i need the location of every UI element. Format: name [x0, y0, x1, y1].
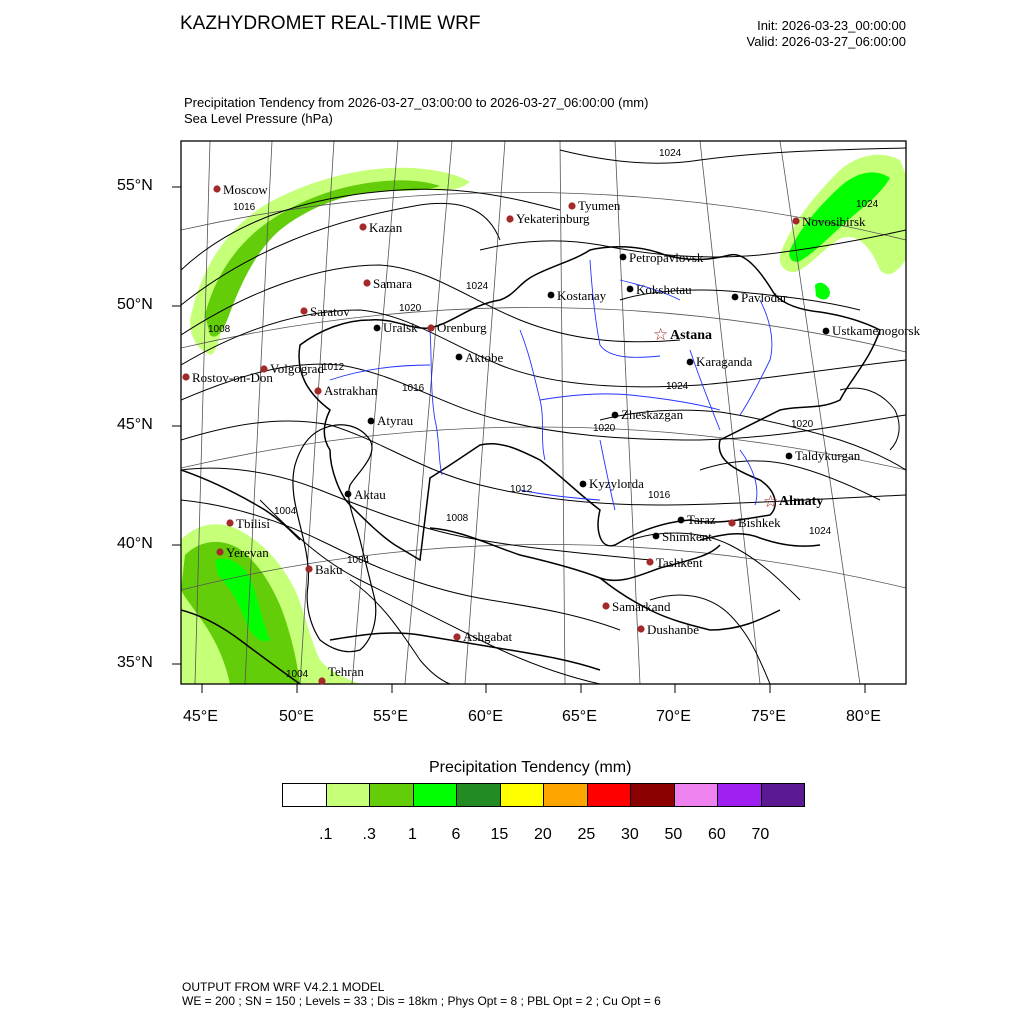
contour-label: 1016	[233, 202, 256, 213]
city-label: Kokshetau	[636, 282, 692, 297]
city-label: Samara	[373, 276, 412, 291]
city-label: Novosibirsk	[802, 214, 866, 229]
city-marker-foreign	[602, 602, 609, 609]
lon-label: 50°E	[279, 708, 314, 725]
city-label: Shimkent	[662, 529, 712, 544]
model-info	[182, 980, 661, 1008]
precip-area-small	[815, 283, 830, 300]
city-marker-foreign	[728, 519, 735, 526]
city-label: Dushanbe	[647, 622, 699, 637]
legend-color-box	[500, 783, 545, 807]
lon-label: 80°E	[846, 708, 881, 725]
city-marker-kz	[374, 325, 381, 332]
city-label: Tyumen	[578, 198, 621, 213]
city-marker-foreign	[300, 307, 307, 314]
legend-title: Precipitation Tendency (mm)	[429, 759, 632, 776]
city-marker-kz	[620, 254, 627, 261]
capital-marker: ☆	[763, 492, 779, 511]
city-label: Uralsk	[383, 320, 418, 335]
lon-label: 45°E	[183, 708, 218, 725]
legend-color-box	[369, 783, 414, 807]
contour-label: 1004	[274, 506, 297, 517]
city-label: Yerevan	[226, 545, 269, 560]
contour-label: 1024	[659, 148, 682, 159]
legend-color-box	[456, 783, 501, 807]
contour-label: 1024	[809, 526, 832, 537]
city-label-capital: Astana	[670, 328, 713, 343]
city-label: Zheskazgan	[621, 407, 684, 422]
city-marker-kz	[627, 286, 634, 293]
legend-color-box	[717, 783, 762, 807]
lat-label: 50°N	[117, 296, 153, 313]
model-version: OUTPUT FROM WRF V4.2.1 MODEL	[182, 980, 385, 994]
city-label: Ashgabat	[463, 629, 513, 644]
city-marker-kz	[786, 453, 793, 460]
legend-label: 25	[577, 826, 596, 843]
city-marker-foreign	[427, 324, 434, 331]
contour-label: 1012	[322, 362, 345, 373]
legend-color-box	[674, 783, 719, 807]
valid-time: Valid: 2026-03-27_06:00:00	[746, 34, 906, 49]
caspian-sea	[293, 425, 376, 652]
chart-title: KAZHYDROMET REAL-TIME WRF	[180, 13, 481, 34]
city-marker-foreign	[216, 548, 223, 555]
contour-label: 1008	[208, 324, 231, 335]
city-label: Aktobe	[465, 350, 504, 365]
city-label: Kostanay	[557, 288, 607, 303]
city-label: Tbilisi	[236, 516, 270, 531]
city-label: Volgograd	[270, 361, 324, 376]
subtitle-precip: Precipitation Tendency from 2026-03-27_03:00:00 to 2026-03-27_06:00:00 (mm)	[184, 95, 649, 110]
city-marker-foreign	[314, 387, 321, 394]
legend-color-box	[587, 783, 632, 807]
legend-color-box	[413, 783, 458, 807]
city-label: Samarkand	[612, 599, 671, 614]
city-label: Taldykurgan	[795, 448, 861, 463]
lon-label: 70°E	[656, 708, 691, 725]
city-marker-foreign	[792, 217, 799, 224]
city-marker-kz	[548, 292, 555, 299]
lat-label: 55°N	[117, 177, 153, 194]
city-marker-kz	[653, 533, 660, 540]
city-marker-kz	[678, 517, 685, 524]
contour-label: 1016	[402, 383, 425, 394]
city-label-capital: Almaty	[779, 494, 824, 509]
legend-label: 50	[664, 826, 683, 843]
legend-label: 70	[751, 826, 770, 843]
contour-label: 1004	[286, 669, 309, 680]
city-label: Pavlodar	[741, 290, 788, 305]
city-marker-foreign	[363, 279, 370, 286]
lon-label: 75°E	[751, 708, 786, 725]
city-marker-foreign	[213, 185, 220, 192]
city-marker-foreign	[182, 373, 189, 380]
city-marker-kz	[687, 359, 694, 366]
city-marker-kz	[456, 354, 463, 361]
legend-color-box	[326, 783, 371, 807]
model-config: WE = 200 ; SN = 150 ; Levels = 33 ; Dis = 18km ; Phys Opt = 8 ; PBL Opt = 2 ; Cu Opt = 6	[182, 994, 661, 1008]
lat-label: 35°N	[117, 654, 153, 671]
city-label: Karaganda	[696, 354, 753, 369]
city-label: Kyzylorda	[589, 476, 644, 491]
city-marker-foreign	[226, 519, 233, 526]
city-label: Orenburg	[437, 320, 487, 335]
city-marker-foreign	[568, 202, 575, 209]
contour-label: 1024	[666, 381, 689, 392]
contour-label: 1024	[856, 199, 879, 210]
city-label: Taraz	[687, 512, 716, 527]
legend-color-box	[761, 783, 806, 807]
legend-label: 6	[451, 826, 461, 843]
city-marker-foreign	[637, 625, 644, 632]
city-marker-foreign	[506, 215, 513, 222]
contour-label: 1012	[510, 484, 533, 495]
legend-label: .3	[362, 826, 376, 843]
city-marker-kz	[732, 294, 739, 301]
city-label: Moscow	[223, 182, 268, 197]
lon-label: 55°E	[373, 708, 408, 725]
city-marker-foreign	[359, 223, 366, 230]
city-marker-kz	[368, 418, 375, 425]
legend-color-box	[282, 783, 327, 807]
city-marker-foreign	[453, 633, 460, 640]
city-label: Bishkek	[738, 515, 781, 530]
city-marker-foreign	[318, 677, 325, 684]
legend-label: 15	[490, 826, 509, 843]
city-label: Ustkamenogorsk	[832, 323, 921, 338]
city-marker-kz	[823, 328, 830, 335]
contour-label: 1020	[593, 423, 616, 434]
lon-label: 65°E	[562, 708, 597, 725]
contour-label: 1020	[791, 419, 814, 430]
legend-label: .1	[319, 826, 333, 843]
capital-marker: ☆	[653, 325, 669, 344]
city-marker-foreign	[646, 558, 653, 565]
city-label: Rostov-on-Don	[192, 370, 273, 385]
city-label: Tehran	[328, 664, 364, 679]
legend-label: 1	[408, 826, 417, 843]
legend-label: 20	[534, 826, 552, 843]
city-label: Tashkent	[656, 555, 703, 570]
city-label: Astrakhan	[324, 383, 378, 398]
city-label: Kazan	[369, 220, 403, 235]
subtitle-slp: Sea Level Pressure (hPa)	[184, 111, 333, 126]
legend-label: 30	[621, 826, 639, 843]
contour-label: 1008	[446, 513, 469, 524]
contour-label-group	[208, 148, 879, 680]
city-label: Petropavlovsk	[629, 250, 704, 265]
city-marker-foreign	[305, 565, 312, 572]
legend-color-box	[543, 783, 588, 807]
lat-label: 40°N	[117, 535, 153, 552]
city-label: Baku	[315, 562, 343, 577]
city-marker-kz	[580, 481, 587, 488]
legend-label: 60	[708, 826, 726, 843]
contour-label: 1020	[399, 303, 422, 314]
city-label: Saratov	[310, 304, 350, 319]
city-label: Aktau	[354, 487, 386, 502]
city-marker-kz	[612, 412, 619, 419]
lat-label: 45°N	[117, 416, 153, 433]
contour-label: 1004	[347, 555, 370, 566]
city-label: Yekaterinburg	[516, 211, 590, 226]
city-label: Atyrau	[377, 413, 414, 428]
contour-label: 1016	[648, 490, 671, 501]
lon-label: 60°E	[468, 708, 503, 725]
contour-label: 1024	[466, 281, 489, 292]
init-time: Init: 2026-03-23_00:00:00	[757, 18, 906, 33]
legend-color-box	[630, 783, 675, 807]
city-marker-kz	[345, 491, 352, 498]
